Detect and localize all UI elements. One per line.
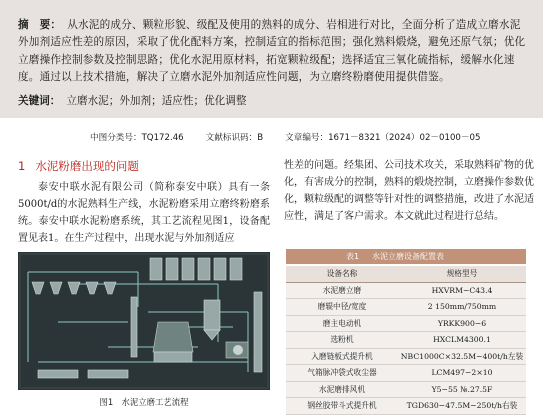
table-row: [286, 348, 526, 365]
bucket-elevator: [131, 297, 137, 357]
dust-collector: [204, 300, 220, 330]
feeder-belt: [38, 370, 78, 378]
hopper-1: [32, 282, 44, 294]
equipment-name: 钢丝胶带斗式提升机: [286, 398, 398, 415]
process-flow-figure: [18, 252, 270, 390]
silo-1: [150, 258, 162, 280]
hopper-5: [104, 282, 116, 294]
table-row: [286, 332, 526, 349]
left-column: [18, 180, 270, 248]
table-row: [286, 398, 526, 415]
equipment-name: 磨主电动机: [286, 315, 398, 332]
table-header-row: [286, 266, 526, 282]
table-header-bar: [286, 249, 526, 264]
table-row: [286, 381, 526, 398]
keywords-label: 关键词：: [18, 95, 61, 107]
equipment-spec: LCM497−2×10: [398, 365, 526, 382]
hopper-3: [68, 282, 80, 294]
right-paragraph: 性差的问题。经集团、公司技术攻关，采取熟料矿物的优化，有害成分的控制，熟料的煅烧控制，立磨操作参数优化，颗粒级配的调整等针对性的调整措施，改进了水泥适应性，满足了客户需求。本文就此过程进行总结。: [284, 160, 534, 222]
process-flow-diagram: [18, 252, 270, 390]
table-row: [286, 299, 526, 316]
keywords-text: 立磨水泥；外加剂；适应性；优化调整: [66, 95, 247, 107]
equipment-name: 入磨链板式提升机: [286, 348, 398, 365]
figure-caption: 图1 水泥立磨工艺流程: [99, 397, 189, 407]
table-row: [286, 365, 526, 382]
silo-2: [166, 258, 178, 280]
table-row: [286, 282, 526, 299]
equipment-spec: NBC1000C×32.5M−400t/h左装: [398, 348, 526, 365]
abstract-label: 摘 要：: [18, 19, 62, 31]
equipment-spec: YRKK900−6: [398, 315, 526, 332]
table-number: 表1: [346, 252, 360, 261]
section-title: [18, 158, 149, 174]
silo-3: [182, 258, 194, 280]
section-heading: 水泥粉磨出现的问题: [35, 159, 139, 173]
silo-4: [198, 258, 210, 280]
abstract-text: 从水泥的成分、颗粒形貌、级配及使用的熟料的成分、岩相进行对比，全面分析了造成立磨水泥外加剂适应性差的原因，采取了优化配料方案，控制适宜的指标范围；强化熟料煅烧，避免还原气氛；优化立磨操作控制参数及控制思路；优化水泥用原材料，拓宽颗粒级配；选择适宜三氧化硫指标，缓解水化速度。通过以上技术措施，解决了立磨水泥外加剂适应性问题，为立磨终粉磨使用提供借鉴。: [18, 19, 526, 84]
equipment-spec: Y5−55 №.27.5F: [398, 381, 526, 398]
stack: [254, 292, 262, 372]
equipment-name: 选粉机: [286, 332, 398, 349]
equipment-name: 磨辊中径/宽度: [286, 299, 398, 316]
right-column: [284, 148, 534, 236]
clc-number: 中图分类号：TQ172.46: [90, 133, 184, 143]
conveyor: [88, 370, 128, 378]
article-meta: [90, 131, 530, 143]
left-paragraph: 泰安中联水泥有限公司（简称泰安中联）具有一条5000t/d的水泥熟料生产线，水泥粉磨采用立磨终粉磨系统。泰安中联水泥粉磨系统，其工艺流程见图1，设备配置见表1。在生产过程中，出现水泥与外加剂适应: [18, 182, 270, 244]
column-header-spec: 规格型号: [398, 266, 526, 282]
column-header-name: 设备名称: [286, 266, 398, 282]
equipment-name: 水泥磨立磨: [286, 282, 398, 299]
abstract-box: [0, 0, 543, 118]
hopper-4: [86, 282, 98, 294]
keywords-line: [18, 93, 530, 110]
table-row: [286, 315, 526, 332]
equipment-name: 水泥磨排风机: [286, 381, 398, 398]
silo-6: [230, 258, 242, 280]
equipment-spec: HXCLM4300.1: [398, 332, 526, 349]
document-code: 文献标识码：B: [205, 133, 264, 143]
table-title: 水泥立磨设备配置表: [372, 252, 444, 261]
vertical-mill: [153, 322, 193, 352]
equipment-name: 气箱脉冲袋式收尘器: [286, 365, 398, 382]
mill-base: [154, 352, 192, 362]
equipment-spec: HXVRM−C43.4: [398, 282, 526, 299]
silo-5: [214, 258, 226, 280]
equipment-spec: TGD630−47.5M−250t/h右装: [398, 398, 526, 415]
equipment-table: [286, 266, 526, 415]
fan-wheel: [233, 345, 243, 355]
abstract-paragraph: [18, 17, 530, 87]
equipment-spec: 2 150mm/750mm: [398, 299, 526, 316]
hopper-2: [50, 282, 62, 294]
article-number: 文章编号：1671－8321（2024）02－0100－05: [285, 133, 481, 143]
section-number: 1: [18, 159, 26, 173]
